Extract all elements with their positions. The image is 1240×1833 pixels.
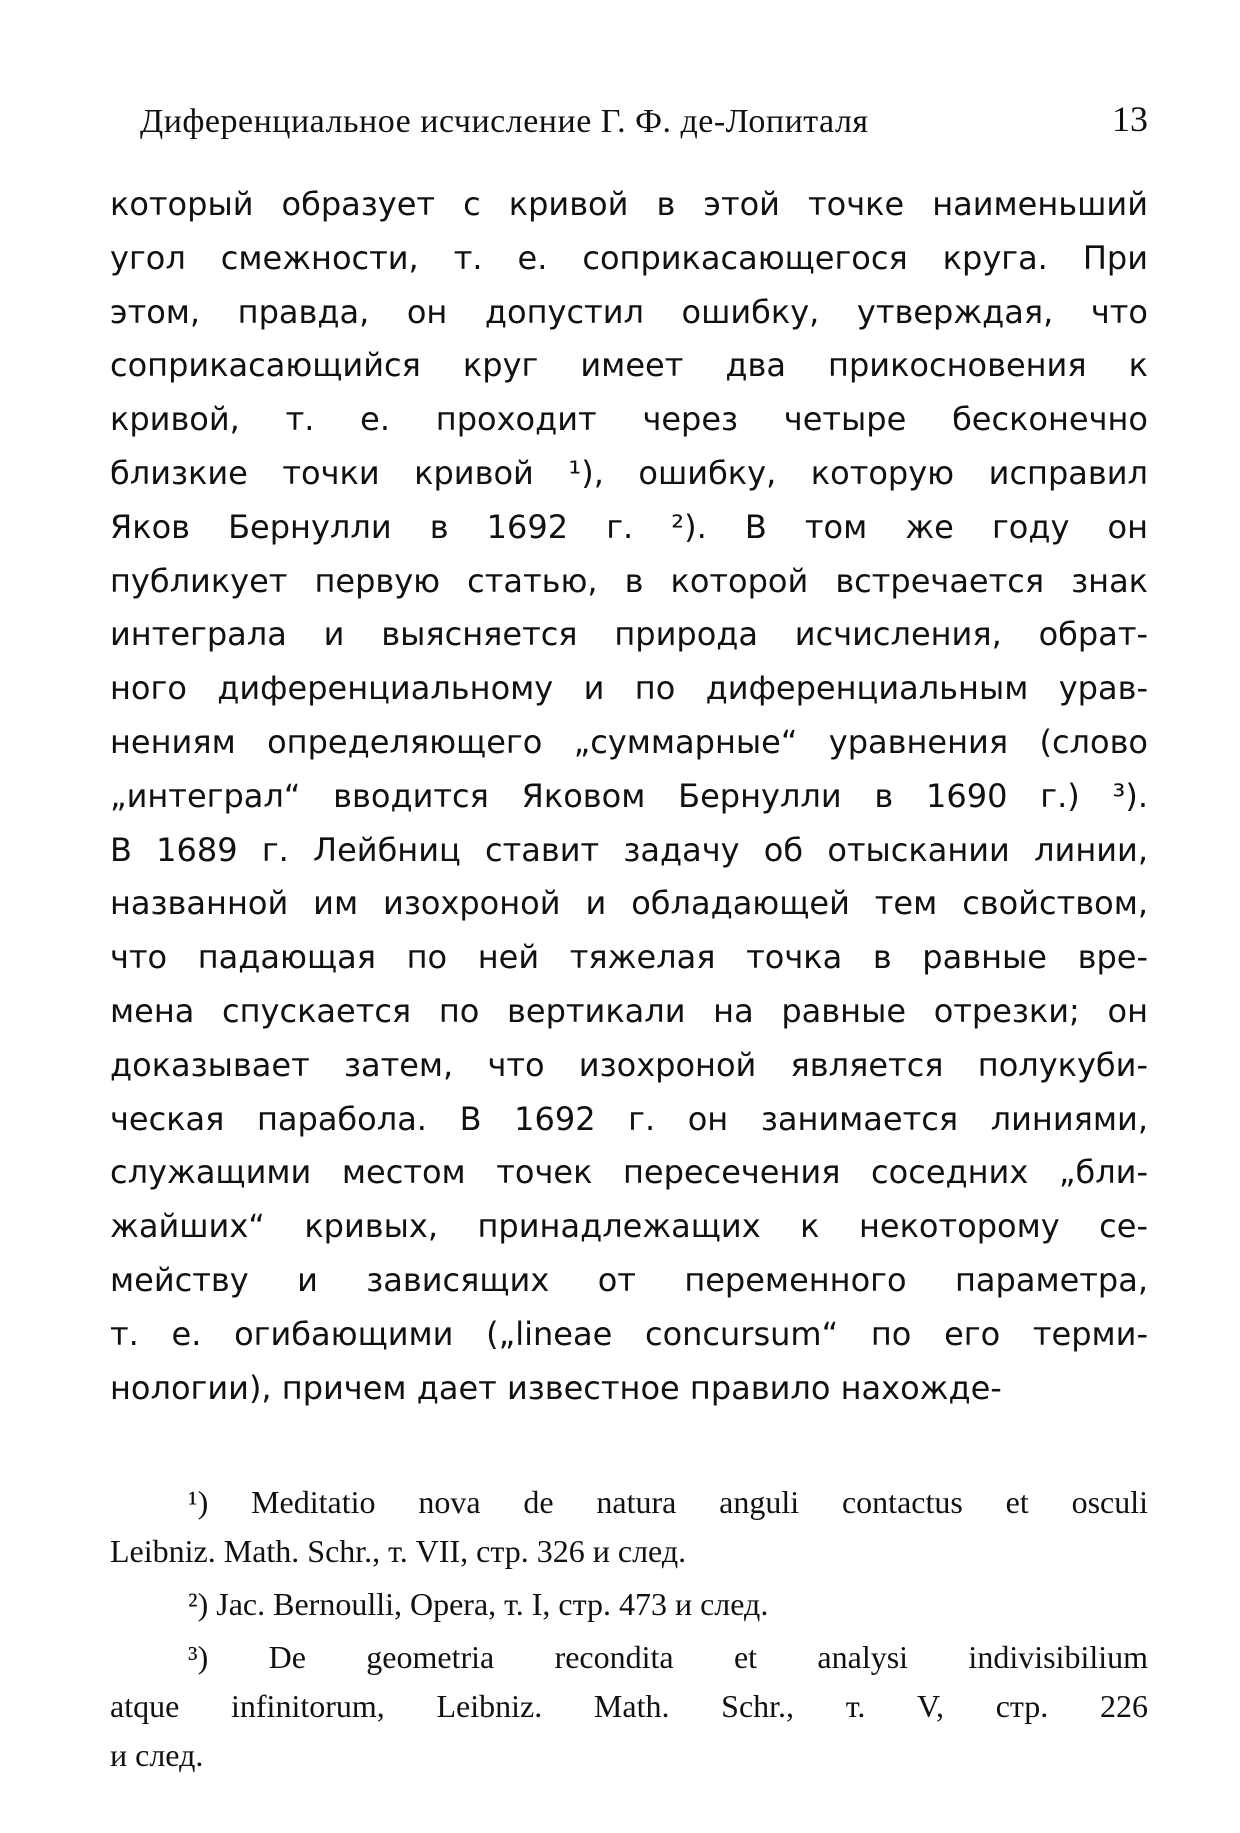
text-line: мена спускается по вертикали на равные отрезки; он	[110, 991, 1148, 1030]
text-line: служащими местом точек пересечения соседних „бли-	[110, 1153, 1148, 1192]
page-number: 13	[1112, 99, 1148, 139]
text-line: публикует первую статью, в которой встречается знак	[110, 561, 1148, 600]
text-line: жайших“ кривых, принадлежащих к некоторому се-	[110, 1207, 1148, 1246]
text-line: который образует с кривой в этой точке наименьший	[110, 185, 1148, 223]
footnote-1-line: ¹) Meditatio nova de natura anguli contactus et osculi	[188, 1484, 1148, 1520]
footnotes	[110, 1478, 1148, 1780]
footnote-2-line: ²) Jac. Bernoulli, Opera, т. I, стр. 473 и след.	[188, 1586, 769, 1622]
footnote-3-line: ³) De geometria recondita et analysi indivisibilium	[188, 1639, 1148, 1675]
text-line: т. е. огибающими („lineae concursum“ по его терми-	[110, 1314, 1148, 1353]
text-line: ного диференциальному и по диференциальным урав-	[110, 669, 1148, 708]
text-line: интеграла и выясняется природа исчисления, обрат-	[110, 615, 1148, 654]
footnote-1-line: Leibniz. Math. Schr., т. VII, стр. 326 и след.	[110, 1533, 687, 1569]
text-line: нениям определяющего „суммарные“ уравнения (слово	[110, 722, 1148, 761]
body-text	[110, 178, 1148, 1415]
text-line: Яков Бернулли в 1692 г. ²). В том же году он	[110, 507, 1148, 546]
text-line: ческая парабола. В 1692 г. он занимается линиями,	[110, 1099, 1148, 1138]
text-line: близкие точки кривой ¹), ошибку, которую исправил	[110, 453, 1148, 492]
text-line: что падающая по ней тяжелая точка в равные вре-	[110, 938, 1148, 977]
text-line: соприкасающийся круг имеет два прикосновения к	[110, 346, 1148, 385]
text-line: нологии), причем дает известное правило нахожде-	[110, 1368, 1002, 1407]
footnote-3-line: и след.	[110, 1737, 204, 1773]
text-line: „интеграл“ вводится Яковом Бернулли в 1690 г.) ³).	[110, 776, 1148, 815]
text-line: кривой, т. е. проходит через четыре бесконечно	[110, 400, 1148, 439]
text-line: угол смежности, т. е. соприкасающегося круга. При	[110, 238, 1148, 277]
text-line: мейству и зависящих от переменного параметра,	[110, 1260, 1148, 1299]
text-line: В 1689 г. Лейбниц ставит задачу об отыскании линии,	[110, 830, 1148, 869]
running-title: Диференциальное исчисление Г. Ф. де-Лопиталя	[140, 103, 869, 140]
text-line: этом, правда, он допустил ошибку, утверждая, что	[110, 292, 1148, 331]
text-line: доказывает затем, что изохроной является полукуби-	[110, 1045, 1148, 1084]
text-line: названной им изохроной и обладающей тем свойством,	[110, 884, 1148, 923]
footnote-3-line: atque infinitorum, Leibniz. Math. Schr., т. V, стр. 226	[110, 1688, 1148, 1724]
